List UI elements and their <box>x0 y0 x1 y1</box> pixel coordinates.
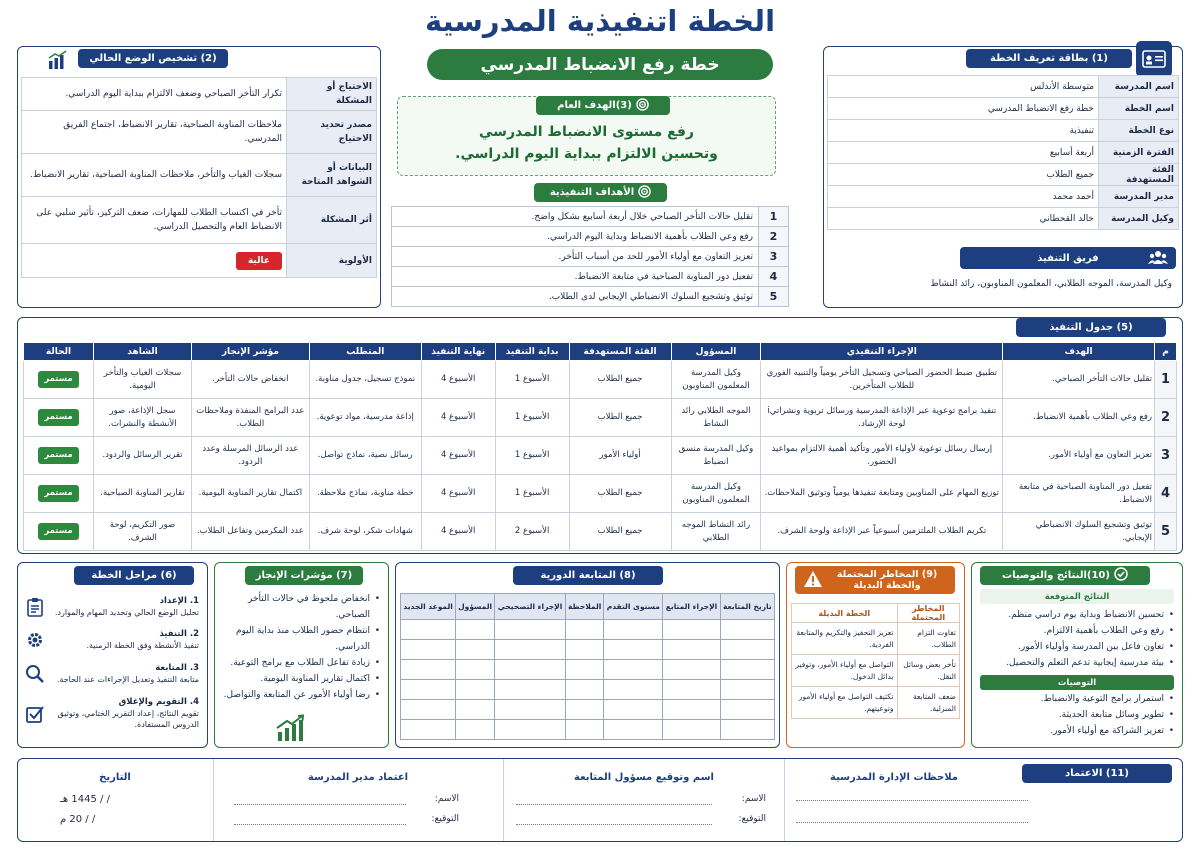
signature-label: التوقيع: <box>431 814 459 824</box>
follow-signature-line[interactable] <box>516 824 712 825</box>
followup-row[interactable] <box>401 720 775 740</box>
recommendation-item: • تعزيز الشراكة مع أولياء الأمور. <box>978 723 1174 739</box>
page-title: الخطة اتنفيذية المدرسية <box>424 4 776 38</box>
approval-tag: (11) الاعتماد <box>1022 764 1172 783</box>
execution-row: 3 تعزيز التعاون مع أولياء الأمور. إرسال رسائل توعوية لأولياء الأمور وتأكيد أهمية الالتزام بمواعيد الحضور. وكيل المدرسة منسق انضباط أولياء الأمور الأسبوع 1 الأسبوع 4 رسائل نصية، نماذج تواصل. عدد الرسائل المرسلة وعدد الردود. تقرير الرسائل والردود. مستمر <box>24 437 1177 475</box>
gear-icon <box>22 627 48 653</box>
gregorian-date[interactable]: / / 20 م <box>60 814 96 825</box>
plan-name-banner: خطة رفع الانضباط المدرسي <box>427 49 773 80</box>
clipboard-icon <box>22 594 48 620</box>
objectives-tag <box>534 183 667 202</box>
kpi-item: • انتظام حضور الطلاب منذ بداية اليوم الدراسي. <box>222 623 380 655</box>
card-row: اسم المدرسة متوسطة الأندلس <box>828 76 1179 98</box>
checkbox-icon <box>22 701 48 727</box>
signature-label: التوقيع: <box>738 814 766 824</box>
risk-row: تأخر بعض وسائل النقل. التواصل مع أولياء الأمور، وتوفير بدائل الدخول. <box>792 655 960 687</box>
follow-officer-label: اسم وتوقيع مسؤول المتابعة <box>574 771 714 783</box>
stage-item: 1. الإعداد تحليل الوضع الحالي وتحديد المهام والموارد. <box>54 595 199 617</box>
principal-label: اعتماد مدير المدرسة <box>307 771 409 783</box>
goal-line-2: وتحسين الالتزام ببداية اليوم الدراسي. <box>455 146 718 162</box>
objective-row: 4 تفعيل دور المناوبة الصباحية في متابعة الانضباط. <box>392 267 789 287</box>
bar-chart-icon <box>44 49 72 71</box>
kpi-item: • انخفاض ملحوظ في حالات التأخر الصباحي. <box>222 591 380 623</box>
card-row: الفترة الزمنية أربعة أسابيع <box>828 142 1179 164</box>
stage-item: 2. التنفيذ تنفيذ الأنشطة وفق الخطة الزمنية. <box>86 628 199 650</box>
card-row: وكيل المدرسة خالد القحطاني <box>828 208 1179 230</box>
recommendation-item: • استمرار برامج التوعية والانضباط. <box>978 691 1174 707</box>
priority-badge: عالية <box>236 252 282 270</box>
kpis-tag: (7) مؤشرات الإنجاز <box>245 566 363 585</box>
status-badge: مستمر <box>38 409 78 426</box>
followup-tag: (8) المتابعة الدورية <box>513 566 663 585</box>
kpis-panel <box>214 562 389 748</box>
kpi-item: • رضا أولياء الأمور عن المتابعة والتواصل. <box>222 687 380 703</box>
general-goal-box <box>397 96 776 176</box>
followup-row[interactable] <box>401 640 775 660</box>
expected-result-item: • بيئة مدرسية إيجابية تدعم التعلم والتحصيل. <box>978 655 1174 671</box>
follow-name-line[interactable] <box>516 804 712 805</box>
diagnosis-row: الاحتياج أو المشكلة تكرار التأخر الصباحي وضعف الالتزام ببداية اليوم الدراسي. <box>22 78 377 111</box>
stages-panel <box>17 562 208 748</box>
admin-notes-label: ملاحظات الإدارة المدرسية <box>830 771 958 783</box>
followup-panel: (8) المتابعة الدورية تاريخ المتابعة الإجراء المتابع مستوى التقدم الملاحظة الإجراء التصحيحي المسؤول الموعد الجديد <box>395 562 780 748</box>
alt-header: الخطة البديلة <box>792 604 898 623</box>
diagnosis-row: الأولوية عالية <box>22 244 377 278</box>
followup-row[interactable] <box>401 680 775 700</box>
plan-card-tag: (1) بطاقة تعريف الخطة <box>966 49 1132 68</box>
followup-row[interactable] <box>401 660 775 680</box>
risk-row: ضعف المتابعة المنزلية. تكثيف التواصل مع أولياء الأمور وتوعيتهم. <box>792 687 960 719</box>
execution-panel <box>17 317 1183 554</box>
execution-row: 4 تفعيل دور المناوبة الصباحية في متابعة الانضباط. توزيع المهام على المناوبين ومتابعة تنفيذها يومياً وتوثيق الملاحظات. وكيل المدرسة المعلمون المناوبون جميع الطلاب الأسبوع 1 الأسبوع 4 خطة مناوبة، نماذج ملاحظة. اكتمال تقارير المناوبة اليومية. تقارير المناوبة الصباحية. مستمر <box>24 475 1177 513</box>
results-tag-label: (10)النتائج والتوصيات <box>1002 570 1110 581</box>
status-badge: مستمر <box>38 485 78 502</box>
growth-chart-icon <box>273 713 307 743</box>
execution-row: 5 توثيق وتشجيع السلوك الانضباطي الإيجابي. تكريم الطلاب الملتزمين أسبوعياً عبر الإذاعة ولوحة الشرف. رائد النشاط الموجه الطلابي جميع الطلاب الأسبوع 2 الأسبوع 4 شهادات شكر، لوحة شرف. عدد المكرمين وتفاعل الطلاب. صور التكريم، لوحة الشرف. مستمر <box>24 513 1177 551</box>
id-card-icon <box>1136 41 1172 77</box>
execution-tag: (5) جدول التنفيذ <box>1016 318 1166 337</box>
execution-row: 2 رفع وعي الطلاب بأهمية الانضباط. تنفيذ برامج توعوية عبر الإذاعة المدرسية ورسائل تربوية ونشراتيi لوحة الإرشاد. الموجه الطلابي رائد النشاط جميع الطلاب الأسبوع 1 الأسبوع 4 إذاعة مدرسية، مواد توعوية. عدد البرامج المنفذة وملاحظات الطلاب. سجل الإذاعة، صور الأنشطة والنشرات. مستمر <box>24 399 1177 437</box>
principal-name-line[interactable] <box>234 804 406 805</box>
execution-row: 1 تقليل حالات التأخر الصباحي. تطبيق ضبط الحضور الصباحي وتسجيل التأخر يومياً والتنبيه الفوري للطلاب المتأخرين. وكيل المدرسة المعلمون المناوبون جميع الطلاب الأسبوع 1 الأسبوع 4 نموذج تسجيل، جدول مناوبة. انخفاض حالات التأخر. سجلات الغياب والتأخر اليومية. مستمر <box>24 361 1177 399</box>
recommendations-tag: التوصيات <box>980 675 1174 690</box>
expected-result-item: • تعاون فاعل بين المدرسة وأولياء الأمور. <box>978 639 1174 655</box>
risks-tag <box>795 566 955 594</box>
recommendation-item: • تطوير وسائل متابعة الحديثة. <box>978 707 1174 723</box>
followup-row[interactable] <box>401 700 775 720</box>
notes-line[interactable] <box>796 800 1028 801</box>
card-row: نوع الخطة تنفيذية <box>828 120 1179 142</box>
goal-line-1: رفع مستوى الانضباط المدرسي <box>479 124 694 140</box>
card-row: الفئة المستهدفة جميع الطلاب <box>828 164 1179 186</box>
risk-row: تفاوت التزام الطلاب. تعزيز التحفيز والتكريم والمتابعة الفردية. <box>792 623 960 655</box>
risk-header: المخاطر المحتملة <box>897 604 960 623</box>
expected-results-tag: النتائج المتوقعة <box>980 589 1174 604</box>
goal-tag <box>536 96 670 115</box>
stage-item: 4. التقويم والإغلاق تقويم النتائج، إعداد التقرير الختامي، وتوثيق الدروس المستفادة. <box>57 696 199 729</box>
followup-row[interactable] <box>401 620 775 640</box>
team-tag <box>960 247 1176 269</box>
card-row: مدير المدرسة أحمد محمد <box>828 186 1179 208</box>
diagnosis-row: أثر المشكلة تأخر في اكتساب الطلاب للمهارات، ضعف التركيز، تأثير سلبي على الانضباط العام والتحصيل الدراسي. <box>22 197 377 244</box>
diagnosis-panel <box>17 46 381 308</box>
team-members: وكيل المدرسة، الموجه الطلابي، المعلمون المناوبون، رائد النشاط <box>930 279 1172 289</box>
status-badge: مستمر <box>38 447 78 464</box>
stage-item: 3. المتابعة متابعة التنفيذ وتعديل الإجراءات عند الحاجة. <box>56 662 199 684</box>
goal-tag-label: (3)الهدف العام <box>557 100 632 111</box>
kpi-item: • زيادة تفاعل الطلاب مع برامج التوعية. <box>222 655 380 671</box>
kpi-item: • اكتمال تقارير المناوبة اليومية. <box>222 671 380 687</box>
name-label: الاسم: <box>741 794 766 804</box>
principal-signature-line[interactable] <box>234 824 406 825</box>
objectives-tag-label: الأهداف التنفيذية <box>549 187 635 198</box>
team-tag-label: فريق التنفيذ <box>1037 252 1099 264</box>
results-panel <box>971 562 1183 748</box>
objective-row: 5 توثيق وتشجيع السلوك الانضباطي الإيجابي لدى الطلاب. <box>392 287 789 307</box>
stages-tag: (6) مراحل الخطة <box>74 566 194 585</box>
target-icon <box>636 98 649 114</box>
expected-result-item: • رفع وعي الطلاب بأهمية الالتزام. <box>978 623 1174 639</box>
diagnosis-tag: (2) تشخيص الوضع الحالي <box>78 49 228 68</box>
risks-panel <box>786 562 965 748</box>
plan-card-panel <box>823 46 1183 308</box>
name-label: الاسم: <box>434 794 459 804</box>
status-badge: مستمر <box>38 371 78 388</box>
status-badge: مستمر <box>38 523 78 540</box>
card-row: اسم الخطة خطة رفع الانضباط المدرسي <box>828 98 1179 120</box>
notes-line[interactable] <box>796 822 1028 823</box>
team-icon <box>1148 250 1168 268</box>
diagnosis-row: مصدر تحديد الاحتياج ملاحظات المناوبة الصباحية، تقارير الانضباط، اجتماع الفريق المدرسي. <box>22 111 377 154</box>
date-label: التاريخ <box>99 771 131 783</box>
magnifier-icon <box>22 661 48 687</box>
target-icon <box>638 185 651 201</box>
hijri-date[interactable]: / / 1445 هـ <box>60 794 110 805</box>
objective-row: 3 تعزيز التعاون مع أولياء الأمور للحد من أسباب التأخر. <box>392 247 789 267</box>
risks-tag-label: (9) المخاطر المحتملة والخطة البديلة <box>836 569 938 591</box>
warning-icon <box>803 570 823 591</box>
objectives-table <box>391 206 789 307</box>
expected-result-item: • تحسين الانضباط وبداية يوم دراسي منظم. <box>978 607 1174 623</box>
objective-row: 2 رفع وعي الطلاب بأهمية الانضباط وبداية اليوم الدراسي. <box>392 227 789 247</box>
results-tag <box>980 566 1150 585</box>
check-circle-icon <box>1114 567 1128 584</box>
objective-row: 1 تقليل حالات التأخر الصباحي خلال أربعة أسابيع بشكل واضح. <box>392 207 789 227</box>
diagnosis-row: البيانات أو الشواهد المتاحة سجلات الغياب والتأخر، ملاحظات المناوبة الصباحية، تقارير الانضباط. <box>22 154 377 197</box>
execution-header-row: م الهدف الإجراء التنفيذي المسؤول الفئة المستهدفة بداية التنفيذ نهاية التنفيذ المتطلب مؤشر الإنجاز الشاهد الحالة <box>24 343 1177 361</box>
